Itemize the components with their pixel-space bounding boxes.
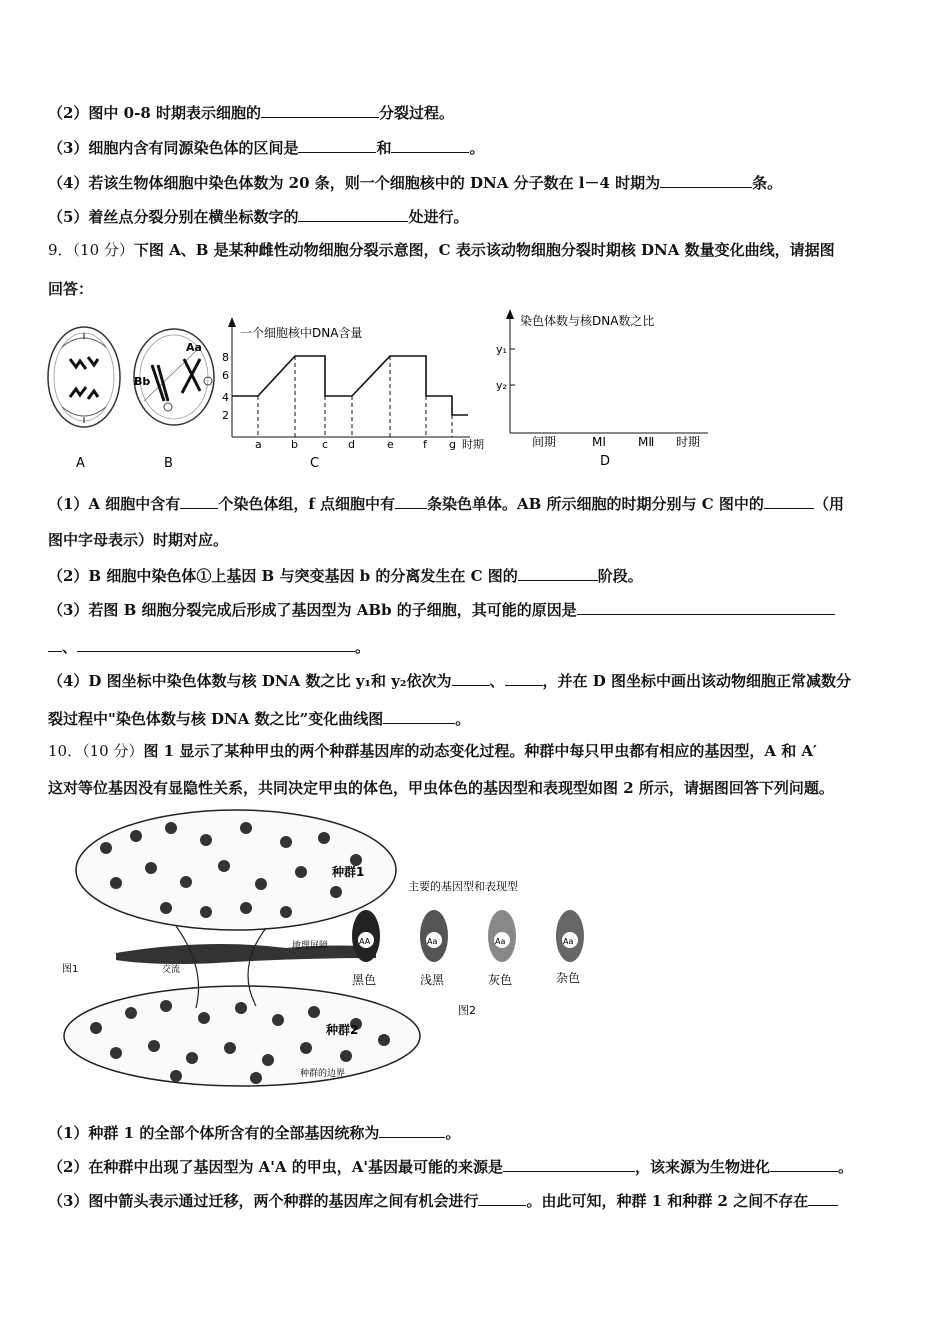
- q9-part2: （2）B 细胞中染色体①上基因 B 与突变基因 b 的分离发生在 C 图的 阶段。: [48, 567, 643, 585]
- blank[interactable]: [764, 493, 814, 509]
- blank[interactable]: [518, 565, 598, 581]
- blank[interactable]: [383, 708, 455, 724]
- fig2-title: 主要的基因型和表现型: [408, 880, 518, 893]
- fig-label-b: B: [164, 456, 173, 471]
- phenotype: 黑色: [352, 973, 377, 987]
- tick: 间期: [532, 435, 557, 449]
- cell-a-diagram: [48, 327, 120, 427]
- tick: b: [291, 438, 298, 451]
- gene-label: Bb: [134, 375, 151, 388]
- graph-d: [496, 309, 708, 449]
- q9-part3-cont: 、 。: [48, 636, 370, 657]
- blank[interactable]: [298, 137, 376, 153]
- q9-stem: 9．（10 分）下图 A、B 是某种雌性动物细胞分裂示意图，C 表示该动物细胞分裂时期核 DNA 数量变化曲线，请据图: [48, 241, 835, 259]
- fig1-label: 图1: [62, 964, 79, 975]
- tick: MⅡ: [638, 435, 655, 449]
- tick: 6: [222, 369, 229, 382]
- gene-label: Aa: [186, 341, 202, 354]
- q8-part2: （2）图中 0-8 时期表示细胞的 分裂过程。: [48, 104, 454, 122]
- exchange-label: 交流: [162, 965, 181, 975]
- q8-part5: （5）着丝点分裂分别在横坐标数字的 处进行。: [48, 208, 469, 226]
- q9-figures: [40, 305, 720, 475]
- genotype: Aa: [563, 937, 574, 946]
- figure-2: [352, 879, 584, 1017]
- phenotype: 灰色: [488, 973, 513, 987]
- phenotype: 浅黑: [420, 973, 445, 987]
- cell-b-diagram: [134, 329, 214, 425]
- blank[interactable]: [180, 493, 218, 509]
- blank[interactable]: [261, 102, 379, 118]
- blank[interactable]: [770, 1156, 838, 1172]
- tick: y₂: [496, 379, 507, 392]
- blank[interactable]: [577, 599, 835, 615]
- blank[interactable]: [391, 137, 469, 153]
- graph-d-title: 染色体数与核DNA数之比: [520, 314, 655, 328]
- tick: d: [348, 438, 355, 451]
- barrier-label: 地理屏障: [292, 941, 329, 951]
- blank[interactable]: [660, 172, 752, 188]
- axis-label: 时期: [676, 435, 701, 449]
- fig2-label: 图2: [458, 1004, 476, 1017]
- genotype: Aa: [427, 937, 438, 946]
- axis-label: 时期: [462, 438, 484, 451]
- q9-part1-cont: 图中字母表示）时期对应。: [48, 531, 229, 549]
- q9-part1: （1）A 细胞中含有 个染色体组，f 点细胞中有 条染色单体。AB 所示细胞的时期分别与 C 图中的 （用: [48, 495, 844, 513]
- q10-stem2: 这对等位基因没有显隐性关系，共同决定甲虫的体色，甲虫体色的基因型和表现型如图 2 所示，请据图回答下列问题。: [48, 779, 834, 797]
- q10-part3: （3）图中箭头表示通过迁移，两个种群的基因库之间有机会进行 。由此可知，种群 1 和种群 2 之间不存在: [48, 1190, 838, 1211]
- q9-part3: （3）若图 B 细胞分裂完成后形成了基因型为 ABb 的子细胞，其可能的原因是: [48, 599, 835, 620]
- fig-label-d: D: [600, 454, 611, 469]
- blank[interactable]: [808, 1190, 838, 1206]
- tick: y₁: [496, 343, 507, 356]
- blank[interactable]: [452, 670, 490, 686]
- genotype: AA: [359, 937, 371, 946]
- border-label: 种群的边界: [300, 1069, 346, 1079]
- pop1-label: 种群1: [332, 865, 365, 879]
- phenotype: 杂色: [556, 971, 581, 985]
- q10-stem: 10．（10 分）图 1 显示了某种甲虫的两个种群基因库的动态变化过程。种群中每只甲虫都有相应的基因型，A 和 A′: [48, 742, 818, 760]
- tick: 4: [222, 391, 229, 404]
- tick: f: [423, 438, 427, 451]
- tick: MⅠ: [592, 435, 606, 449]
- genotype: Aa: [495, 937, 506, 946]
- tick: e: [387, 438, 394, 451]
- fig-label-a: A: [76, 456, 85, 471]
- blank[interactable]: [77, 636, 355, 652]
- blank[interactable]: [48, 636, 62, 652]
- blank[interactable]: [298, 206, 408, 222]
- q10-figures: [56, 808, 616, 1098]
- q9-part4-cont: 裂过程中"染色体数与核 DNA 数之比”变化曲线图 。: [48, 710, 471, 728]
- q10-part1: （1）种群 1 的全部个体所含有的全部基因统称为 。: [48, 1124, 461, 1142]
- pop2-label: 种群2: [326, 1023, 359, 1037]
- fig-label-c: C: [310, 456, 320, 471]
- q9-part4: （4）D 图坐标中染色体数与核 DNA 数之比 y₁和 y₂依次为 、 ，并在 D 图坐标中画出该动物细胞正常减数分: [48, 672, 851, 690]
- blank[interactable]: [395, 493, 427, 509]
- tick: g: [449, 438, 456, 451]
- tick: 8: [222, 351, 229, 364]
- blank[interactable]: [478, 1190, 526, 1206]
- q8-part3: （3）细胞内含有同源染色体的区间是 和 。: [48, 139, 485, 157]
- graph-c: [222, 317, 484, 451]
- blank[interactable]: [379, 1122, 445, 1138]
- graph-c-title: 一个细胞核中DNA含量: [240, 326, 363, 340]
- tick: a: [255, 438, 262, 451]
- tick: 2: [222, 409, 229, 422]
- q9-stem2: 回答：: [48, 280, 94, 298]
- tick: c: [322, 438, 329, 451]
- blank[interactable]: [505, 670, 543, 686]
- q8-part4: （4）若该生物体细胞中染色体数为 20 条，则一个细胞核中的 DNA 分子数在 l－4 时期为 条。: [48, 174, 783, 192]
- blank[interactable]: [503, 1156, 635, 1172]
- q10-part2: （2）在种群中出现了基因型为 A'A 的甲虫，A'基因最可能的来源是 ，该来源为生物进化 。: [48, 1158, 854, 1176]
